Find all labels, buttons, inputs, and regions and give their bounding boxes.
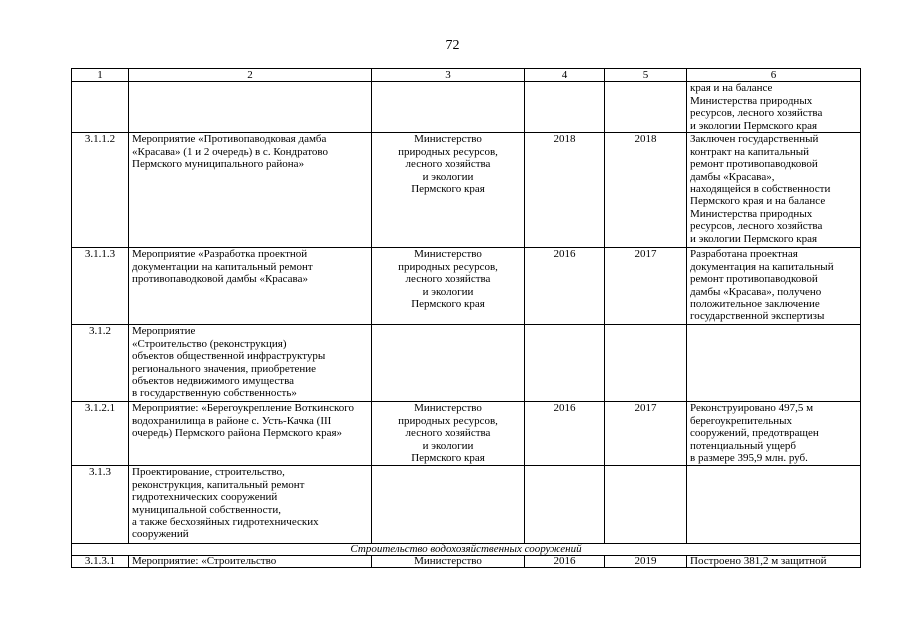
- measure-end-year: 2018: [605, 133, 687, 248]
- measure-start-year: 2016: [525, 556, 605, 568]
- table-row: [72, 556, 861, 568]
- measure-executor: Министерство природных ресурсов, лесного хозяйства и экологии Пермского края: [372, 248, 525, 325]
- column-number: 4: [525, 69, 605, 82]
- measure-result: [687, 325, 861, 402]
- table-row: [72, 466, 861, 544]
- table-row: [72, 82, 861, 133]
- measure-name: Мероприятие «Противопаводковая дамба «Красава» (1 и 2 очередь) в с. Кондратово Пермского муниципального района»: [129, 133, 372, 248]
- measure-number: 3.1.1.2: [72, 133, 129, 248]
- measure-name: Проектирование, строительство, реконструкция, капитальный ремонт гидротехнических сооружений муниципальной собственности, а также бесхозяйных гидротехнических сооружений: [129, 466, 372, 544]
- column-number: 1: [72, 69, 129, 82]
- measure-executor: Министерство природных ресурсов, лесного хозяйства и экологии Пермского края: [372, 402, 525, 466]
- measure-executor: [372, 82, 525, 133]
- measure-end-year: [605, 466, 687, 544]
- measure-end-year: 2017: [605, 248, 687, 325]
- table-row: [72, 248, 861, 325]
- table-row: [72, 325, 861, 402]
- measure-executor: Министерство: [372, 556, 525, 568]
- measure-number: 3.1.1.3: [72, 248, 129, 325]
- measure-number: 3.1.2.1: [72, 402, 129, 466]
- measure-result: [687, 466, 861, 544]
- measure-executor: [372, 325, 525, 402]
- measure-start-year: [525, 82, 605, 133]
- measure-start-year: [525, 325, 605, 402]
- column-number: 2: [129, 69, 372, 82]
- measure-name: Мероприятие «Строительство (реконструкция) объектов общественной инфраструктуры регионального значения, приобретение объектов недвижимого имущества в государственную собственность»: [129, 325, 372, 402]
- measure-result: Построено 381,2 м защитной: [687, 556, 861, 568]
- measure-result: Реконструировано 497,5 м берегоукрепительных сооружений, предотвращен потенциальный ущерб в размере 395,9 млн. руб.: [687, 402, 861, 466]
- measure-number: 3.1.3.1: [72, 556, 129, 568]
- measure-executor: [372, 466, 525, 544]
- measure-executor: Министерство природных ресурсов, лесного хозяйства и экологии Пермского края: [372, 133, 525, 248]
- measure-end-year: 2019: [605, 556, 687, 568]
- measure-start-year: [525, 466, 605, 544]
- section-header-row: [72, 544, 861, 556]
- column-number: 5: [605, 69, 687, 82]
- measure-start-year: 2016: [525, 402, 605, 466]
- table-row: [72, 133, 861, 248]
- measure-name: [129, 82, 372, 133]
- measure-end-year: [605, 82, 687, 133]
- page-number: 72: [445, 38, 460, 53]
- column-number-row: [72, 69, 861, 82]
- measure-number: [72, 82, 129, 133]
- section-title: Строительство водохозяйственных сооружений: [72, 544, 861, 556]
- measure-end-year: [605, 325, 687, 402]
- measures-table: [71, 68, 861, 568]
- measure-start-year: 2018: [525, 133, 605, 248]
- measure-name: Мероприятие: «Строительство: [129, 556, 372, 568]
- measure-start-year: 2016: [525, 248, 605, 325]
- table-row: [72, 402, 861, 466]
- measure-name: Мероприятие: «Берегоукрепление Воткинского водохранилища в районе с. Усть-Качка (III очередь) Пермского района Пермского края»: [129, 402, 372, 466]
- measure-result: Заключен государственный контракт на капитальный ремонт противопаводковой дамбы «Красава», находящейся в собственности Пермского края и на балансе Министерства природных ресурсов, лесного хозяйства и экологии Пермского края: [687, 133, 861, 248]
- measure-number: 3.1.3: [72, 466, 129, 544]
- column-number: 3: [372, 69, 525, 82]
- measure-result: Разработана проектная документация на капитальный ремонт противопаводковой дамбы «Красава», получено положительное заключение государственной экспертизы: [687, 248, 861, 325]
- measure-name: Мероприятие «Разработка проектной документации на капитальный ремонт противопаводковой дамбы «Красава»: [129, 248, 372, 325]
- measure-end-year: 2017: [605, 402, 687, 466]
- measure-number: 3.1.2: [72, 325, 129, 402]
- column-number: 6: [687, 69, 861, 82]
- measure-result: края и на балансе Министерства природных ресурсов, лесного хозяйства и экологии Пермского края: [687, 82, 861, 133]
